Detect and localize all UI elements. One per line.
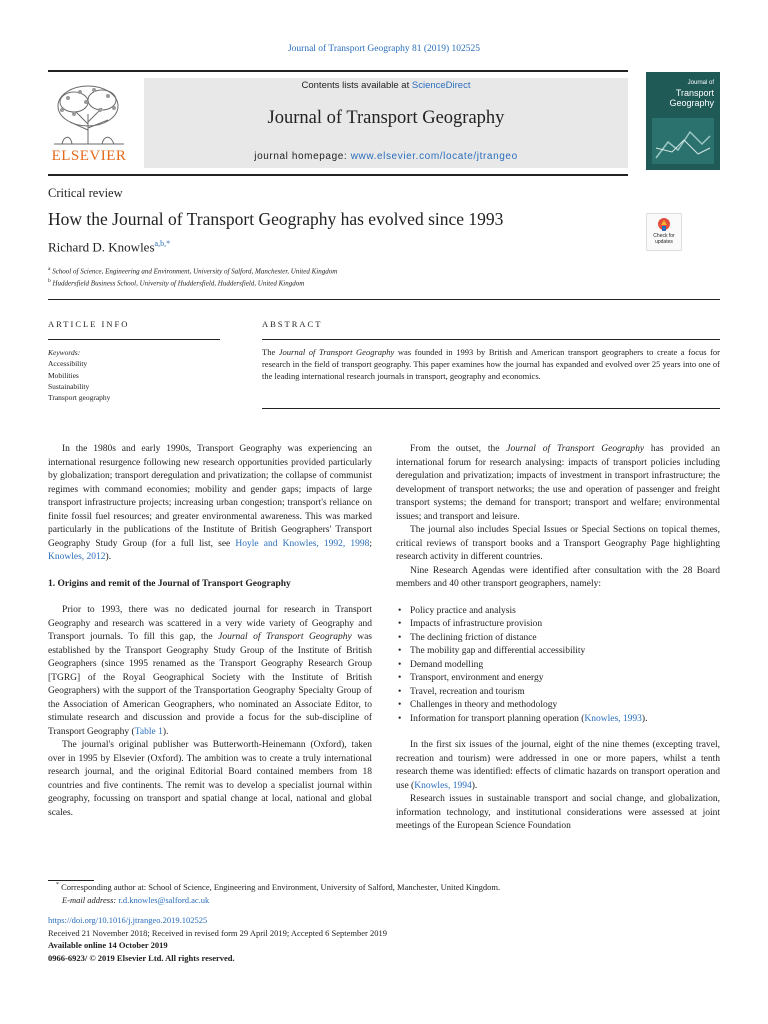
citation-link[interactable]: Knowles, 2012 bbox=[48, 552, 106, 562]
affiliation-b-mark: b bbox=[48, 278, 51, 284]
paragraph bbox=[48, 604, 372, 739]
bookmark-ribbon-icon bbox=[657, 217, 671, 233]
paragraph-text: In the first six issues of the journal, eight of the nine themes (excepting travel, recreation and tourism) were addressed in one or more papers, whilst a tenth research theme was identified: effects of climatic hazards on transport operation and use ( bbox=[396, 740, 720, 791]
journal-title: Journal of Transport Geography bbox=[267, 108, 505, 128]
cover-line-3: Geography bbox=[669, 98, 714, 108]
article-info-heading: ARTICLE INFO bbox=[48, 319, 130, 329]
paragraph bbox=[396, 739, 720, 793]
copyright-line: 0966-6923/ © 2019 Elsevier Ltd. All rights reserved. bbox=[48, 953, 235, 963]
affiliation-b-text: Huddersfield Business School, University of Huddersfield, Huddersfield, United Kingdom bbox=[52, 279, 305, 288]
journal-reference[interactable]: Journal of Transport Geography 81 (2019) 102525 bbox=[287, 44, 481, 54]
affiliation-b bbox=[48, 278, 304, 287]
contents-prefix: Contents lists available at bbox=[301, 80, 410, 91]
paragraph bbox=[396, 443, 720, 524]
paragraph: The journal's original publisher was Butterworth-Heinemann (Oxford), taken over in 1995 by Elsevier (Oxford). The ambition was to create a truly international research journal, and the original Editorial Board contained members from 18 countries and five continents. The remit was to develop a specialist journal within geography, focussing on transport and spatial change at local, national and global scales. bbox=[48, 740, 372, 818]
abstract-bottom-rule bbox=[262, 408, 720, 409]
list-item: • The mobility gap and differential accessibility bbox=[396, 645, 720, 659]
list-item bbox=[396, 713, 720, 727]
check-updates-line-1: Check for bbox=[653, 233, 675, 239]
heading-divider bbox=[48, 299, 720, 300]
list-item: • Policy practice and analysis bbox=[396, 605, 720, 619]
citation-link[interactable]: Knowles, 1993 bbox=[584, 713, 642, 724]
abstract-text bbox=[262, 346, 720, 383]
contents-availability bbox=[144, 80, 628, 91]
paragraph-text: From the outset, the bbox=[410, 444, 500, 454]
email-label: E-mail address: bbox=[62, 895, 117, 905]
list-item: • Demand modelling bbox=[396, 659, 720, 673]
paragraph-text: was established by the Transport Geography Study Group of the Institute of British Geographers (since 1995 renamed as the Transport Geography Research Group [TGRG] of the Royal Geographical Society with the Institute of British Geographers) with the support of the Transportation Geography Specialty Group of the Association of American Geographers, who nominated an Associate Editor, to stimulate research and discussion and provide a focus for the sub-discipline of Transport Geography ( bbox=[48, 632, 373, 737]
homepage-label: journal homepage: bbox=[254, 151, 348, 162]
paragraph-end: ). bbox=[162, 726, 169, 737]
abstract-heading: ABSTRACT bbox=[262, 319, 323, 329]
article-title: How the Journal of Transport Geography has evolved since 1993 bbox=[48, 209, 504, 229]
article-info-rule bbox=[48, 339, 220, 340]
citation-link[interactable]: Hoyle and Knowles, 1992, 1998 bbox=[235, 538, 370, 549]
paragraph-end: ). bbox=[105, 552, 112, 562]
banner-top-rule bbox=[48, 70, 628, 72]
paragraph: Nine Research Agendas were identified after consultation with the 28 Board members and 40 other transport geographers, namely: bbox=[396, 565, 720, 589]
keyword-item: Sustainability bbox=[48, 381, 90, 391]
cover-graphic bbox=[652, 118, 714, 164]
journal-name-italic: Journal of Transport Geography bbox=[506, 444, 645, 454]
keywords-label: Keywords: bbox=[48, 348, 81, 357]
author-marks[interactable]: a,b,* bbox=[154, 239, 171, 248]
doi-link[interactable]: https://doi.org/10.1016/j.jtrangeo.2019.102525 bbox=[48, 915, 208, 925]
abstract-body: was founded in 1993 by British and American transport geographers to create a focus for research in the field of transport geography. This paper examines how the journal has expanded and evolved over 25 years into one of the leading international research journals in transport, geography and economics. bbox=[262, 347, 721, 382]
cover-line-2: Transport bbox=[675, 88, 714, 98]
check-updates-line-2: updates bbox=[655, 238, 673, 245]
list-item: • Challenges in theory and methodology bbox=[396, 699, 720, 713]
journal-name-italic: Journal of Transport Geography bbox=[218, 632, 352, 642]
paragraph-text: Prior to 1993, there was no dedicated journal for research in Transport Geography and research was scattered in a very wide variety of Geography and Transport journals. To fill this gap, the bbox=[48, 605, 372, 642]
paragraph: Research issues in sustainable transport and social change, and globalization, information technology, and institutional considerations were assessed at joint meetings of the European Science Foundation bbox=[396, 794, 720, 831]
list-item: • Transport, environment and energy bbox=[396, 672, 720, 686]
abstract-journal-name: Journal of Transport Geography bbox=[278, 347, 395, 357]
keyword-item: Mobilities bbox=[48, 370, 79, 380]
email-link[interactable]: r.d.knowles@salford.ac.uk bbox=[118, 895, 210, 905]
list-item-text: Information for transport planning operation ( bbox=[410, 713, 585, 724]
corresponding-text: Corresponding author at: School of Science, Engineering and Environment, University of Salford, Manchester, United Kingdom. bbox=[61, 882, 501, 892]
affiliation-a-mark: a bbox=[48, 266, 51, 272]
email-line bbox=[62, 895, 209, 905]
paragraph: The journal also includes Special Issues or Special Sections on topical themes, critical reviews of transport books and a Transport Geography Page highlighting research activity in different countries. bbox=[396, 525, 720, 562]
publisher-wordmark: ELSEVIER bbox=[51, 148, 127, 164]
affiliation-a bbox=[48, 266, 337, 275]
paragraph bbox=[48, 443, 372, 565]
paragraph-text: has provided an international forum for research analysing: impacts of transport policies including deregulation and privatization; impacts of investment in transport infrastructure; the development of transport networks; the use and operation of passenger and freight transport systems; the demand for transport; transport and welfare; environmental issues; and transport and leisure. bbox=[396, 444, 720, 522]
journal-cover-thumbnail[interactable] bbox=[646, 72, 720, 170]
table-link[interactable]: Table 1 bbox=[134, 726, 163, 737]
body-left-column bbox=[48, 443, 372, 820]
homepage-link[interactable]: www.elsevier.com/locate/jtrangeo bbox=[350, 151, 518, 162]
section-heading: 1. Origins and remit of the Journal of Transport Geography bbox=[48, 578, 291, 589]
check-for-updates-badge[interactable] bbox=[646, 213, 682, 251]
author-name: Richard D. Knowles bbox=[48, 239, 155, 255]
paragraph-end: ). bbox=[471, 780, 478, 791]
abstract-pre: The bbox=[262, 347, 276, 357]
cover-line-1: Journal of bbox=[687, 80, 714, 86]
author bbox=[48, 239, 170, 255]
list-item: • The declining friction of distance bbox=[396, 632, 720, 646]
received-dates: Received 21 November 2018; Received in revised form 29 April 2019; Accepted 6 September 2019 bbox=[48, 928, 387, 938]
keywords-block bbox=[48, 347, 110, 403]
citation-link[interactable]: Knowles, 1994 bbox=[414, 780, 472, 791]
affiliation-a-text: School of Science, Engineering and Environment, University of Salford, Manchester, United Kingdom bbox=[52, 267, 338, 276]
list-item: • Travel, recreation and tourism bbox=[396, 686, 720, 700]
abstract-top-rule bbox=[262, 339, 720, 340]
research-agendas-list bbox=[396, 605, 720, 727]
body-right-column bbox=[396, 443, 720, 834]
sciencedirect-link[interactable]: ScienceDirect bbox=[411, 80, 471, 91]
article-type: Critical review bbox=[48, 186, 123, 200]
footnote-rule bbox=[48, 880, 94, 881]
journal-homepage bbox=[144, 151, 628, 162]
banner-bottom-rule bbox=[48, 174, 628, 176]
paragraph-text: In the 1980s and early 1990s, Transport Geography was experiencing an international resurgence following new research opportunities provided particularly by globalization; transport deregulation and privatization; the collapse of communist regimes with command economies; mobility and gender gaps; impacts of large transport infrastructure projects; increasing urban congestion; transport's reliance on finite fossil fuel resources; and greater environmental awareness. This was marked particularly in the publications of the Institute of British Geographers' Transport Geography Study Group (for a full list, see bbox=[48, 444, 372, 549]
corresponding-author-note: * Corresponding author at: School of Science, Engineering and Environment, University of Salford, Manchester, United Kingdom. bbox=[56, 882, 501, 892]
keyword-item: Accessibility bbox=[48, 359, 88, 369]
list-item: • Impacts of infrastructure provision bbox=[396, 618, 720, 632]
list-item-end: ). bbox=[641, 713, 648, 724]
available-online: Available online 14 October 2019 bbox=[48, 940, 168, 950]
keyword-item: Transport geography bbox=[48, 393, 111, 403]
citation-separator: ; bbox=[369, 538, 372, 549]
